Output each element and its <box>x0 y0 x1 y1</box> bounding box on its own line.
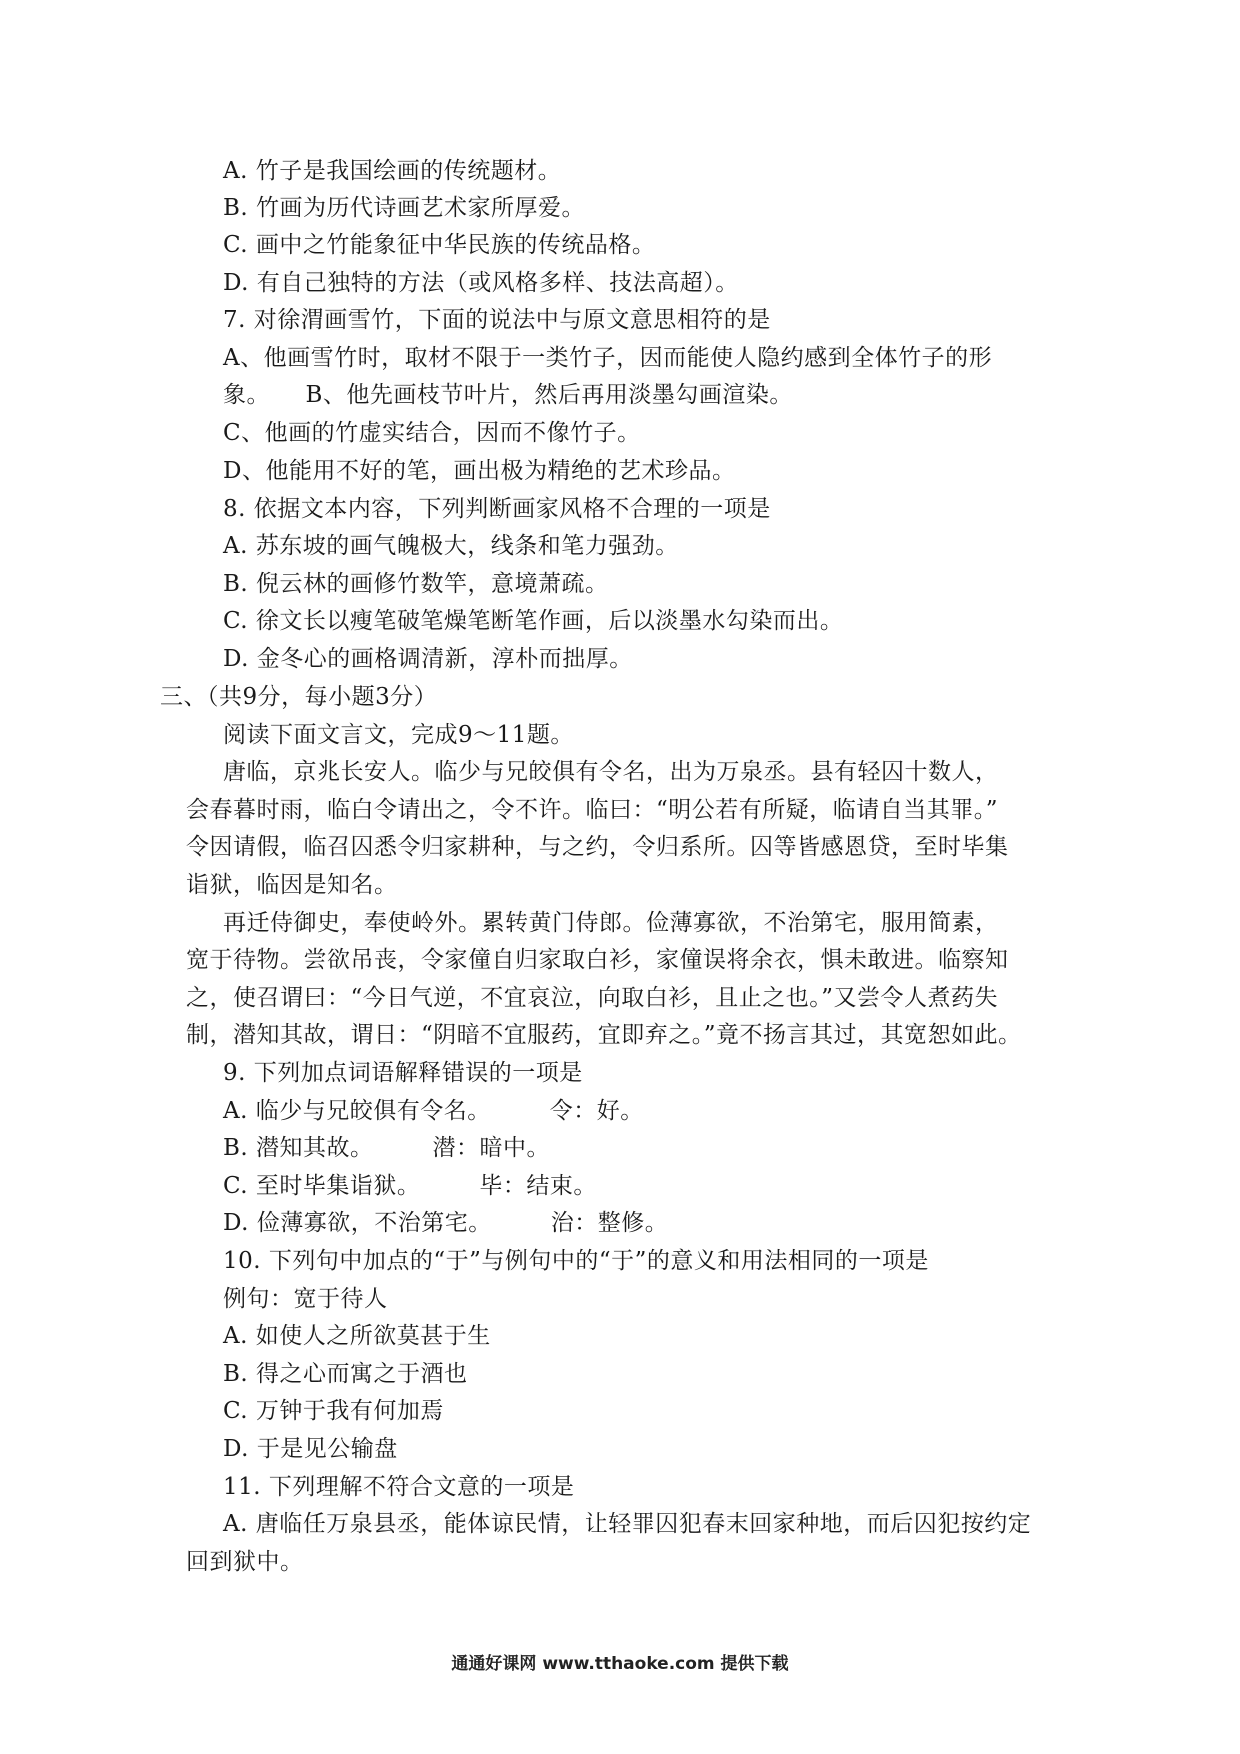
option-8d: D. 金冬心的画格调清新，淳朴而拙厚。 <box>223 646 633 672</box>
section-3-heading: 三、（共9分，每小题3分） <box>160 684 438 710</box>
option-10a: A. 如使人之所欲莫甚于生 <box>223 1323 491 1349</box>
option-7a-line1: A、他画雪竹时，取材不限于一类竹子，因而能使人隐约感到全体竹子的形 <box>223 345 993 371</box>
option-11a-line1: A. 唐临任万泉县丞，能体谅民情，让轻罪囚犯春末回家种地，而后囚犯按约定 <box>223 1511 1032 1537</box>
option-8b: B. 倪云林的画修竹数竿，意境萧疏。 <box>223 571 609 597</box>
option-6a: A. 竹子是我国绘画的传统题材。 <box>223 158 562 184</box>
option-11a-line2: 回到狱中。 <box>186 1549 304 1575</box>
example-sentence: 例句：宽于待人 <box>223 1286 388 1312</box>
option-9a: A. 临少与兄皎俱有令名。 令：好。 <box>223 1098 644 1124</box>
question-9: 9. 下列加点词语解释错误的一项是 <box>223 1060 583 1086</box>
passage-p2-line3: 之，使召谓曰：“今日气逆，不宜哀泣，向取白衫，且止之也。”又尝令人煮药失 <box>186 985 999 1011</box>
passage-p2-line4: 制，潜知其故，谓日：“阴暗不宜服药，宜即弃之。”竟不扬言其过，其宽恕如此。 <box>186 1022 1022 1048</box>
option-7c: C、他画的竹虚实结合，因而不像竹子。 <box>223 420 641 446</box>
option-9d: D. 俭薄寡欲，不治第宅。 治：整修。 <box>223 1210 669 1236</box>
question-11: 11. 下列理解不符合文意的一项是 <box>223 1474 575 1500</box>
passage-p2-line2: 宽于待物。尝欲吊丧，令家僮自归家取白衫，家僮误将余衣，惧未敢进。临察知 <box>186 947 1009 973</box>
option-6b: B. 竹画为历代诗画艺术家所厚爱。 <box>223 195 586 221</box>
option-10c: C. 万钟于我有何加焉 <box>223 1398 444 1424</box>
option-8a: A. 苏东坡的画气魄极大，线条和笔力强劲。 <box>223 533 679 559</box>
option-8c: C. 徐文长以瘦笔破笔燥笔断笔作画，后以淡墨水勾染而出。 <box>223 608 844 634</box>
option-10b: B. 得之心而寓之于酒也 <box>223 1361 468 1387</box>
question-8: 8. 依据文本内容，下列判断画家风格不合理的一项是 <box>223 496 771 522</box>
passage-p1-line2: 会春暮时雨，临白令请出之，令不许。临曰：“明公若有所疑，临请自当其罪。” <box>186 797 999 823</box>
option-6d: D. 有自己独特的方法（或风格多样、技法高超）。 <box>223 270 739 296</box>
option-7a-7b-line: 象。 B、他先画枝节叶片，然后再用淡墨勾画渲染。 <box>223 382 793 408</box>
option-6c: C. 画中之竹能象征中华民族的传统品格。 <box>223 232 656 258</box>
passage-p2-line1: 再迁侍御史，奉使岭外。累转黄门侍郎。俭薄寡欲，不治第宅，服用简素， <box>223 910 999 936</box>
passage-p1-line3: 令因请假，临召囚悉令归家耕种，与之约，令归系所。囚等皆感恩贷，至时毕集 <box>186 834 1009 860</box>
passage-p1-line4: 诣狱，临因是知名。 <box>186 872 398 898</box>
question-10: 10. 下列句中加点的“于”与例句中的“于”的意义和用法相同的一项是 <box>223 1248 929 1274</box>
page-footer: 通通好课网 www.tthaoke.com 提供下载 <box>451 1654 789 1674</box>
question-7: 7. 对徐渭画雪竹，下面的说法中与原文意思相符的是 <box>223 307 771 333</box>
passage-p1-line1: 唐临，京兆长安人。临少与兄皎俱有令名，出为万泉丞。县有轻囚十数人， <box>223 759 999 785</box>
section-3-instruction: 阅读下面文言文，完成9～11题。 <box>223 722 574 748</box>
option-9c: C. 至时毕集诣狱。 毕：结束。 <box>223 1173 597 1199</box>
option-10d: D. 于是见公输盘 <box>223 1436 398 1462</box>
option-7d: D、他能用不好的笔，画出极为精绝的艺术珍品。 <box>223 458 736 484</box>
option-9b: B. 潜知其故。 潜：暗中。 <box>223 1135 551 1161</box>
